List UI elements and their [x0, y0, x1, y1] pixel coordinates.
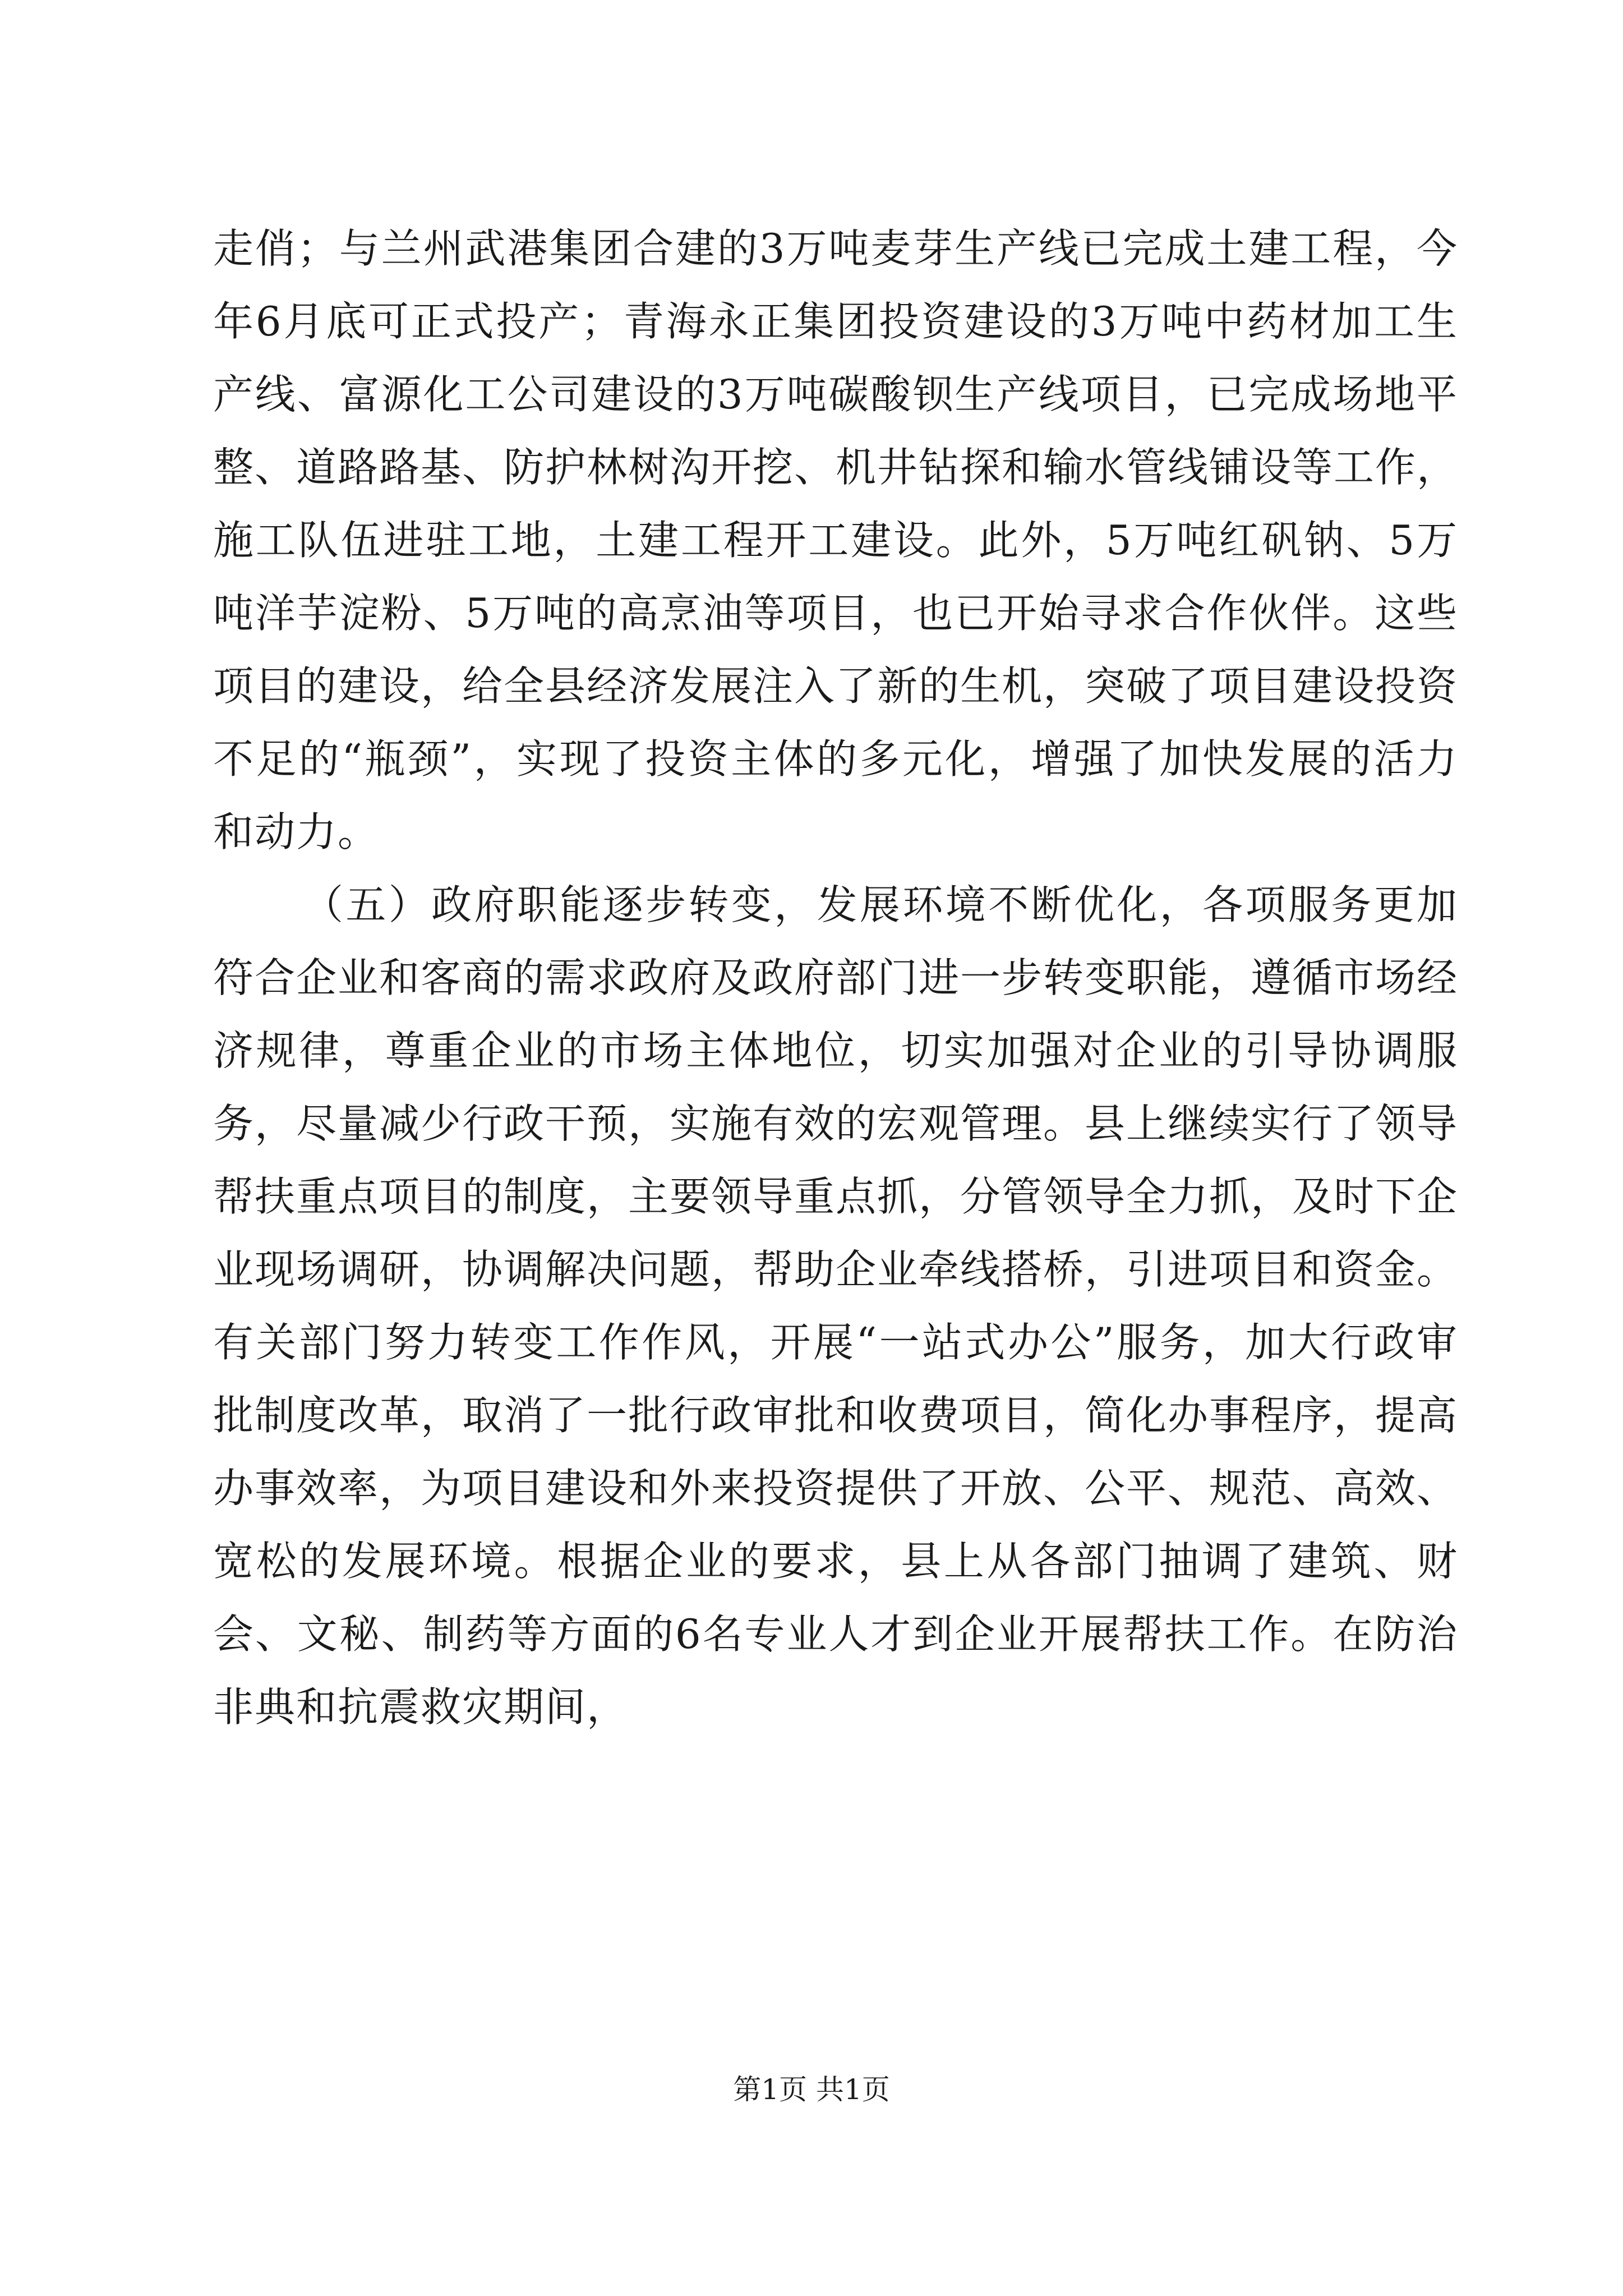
paragraph-section-five: （五）政府职能逐步转变，发展环境不断优化，各项服务更加符合企业和客商的需求政府及政府部门进一步转变职能，遵循市场经济规律，尊重企业的市场主体地位，切实加强对企业的引导协调服务，尽量减少行政干预，实施有效的宏观管理。县上继续实行了领导帮扶重点项目的制度，主要领导重点抓，分管领导全力抓，及时下企业现场调研，协调解决问题，帮助企业牵线搭桥，引进项目和资金。有关部门努力转变工作作风，开展“一站式办公”服务，加大行政审批制度改革，取消了一批行政审批和收费项目，简化办事程序，提高办事效率，为项目建设和外来投资提供了开放、公平、规范、高效、宽松的发展环境。根据企业的要求，县上从各部门抽调了建筑、财会、文秘、制药等方面的6名专业人才到企业开展帮扶工作。在防治非典和抗震救灾期间， [213, 881, 1459, 1731]
document-body [213, 212, 1458, 1743]
paragraph-continuation: 走俏；与兰州武港集团合建的3万吨麦芽生产线已完成土建工程，今年6月底可正式投产；青海永正集团投资建设的3万吨中药材加工生产线、富源化工公司建设的3万吨碳酸钡生产线项目，已完成场地平整、道路路基、防护林树沟开挖、机井钻探和输水管线铺设等工作，施工队伍进驻工地，土建工程开工建设。此外，5万吨红矾钠、5万吨洋芋淀粉、5万吨的高烹油等项目，也已开始寻求合作伙伴。这些项目的建设，给全县经济发展注入了新的生机，突破了项目建设投资不足的“瓶颈”，实现了投资主体的多元化，增强了加快发展的活力和动力。 [213, 225, 1459, 855]
page-footer: 第1页 共1页 [733, 2073, 890, 2106]
